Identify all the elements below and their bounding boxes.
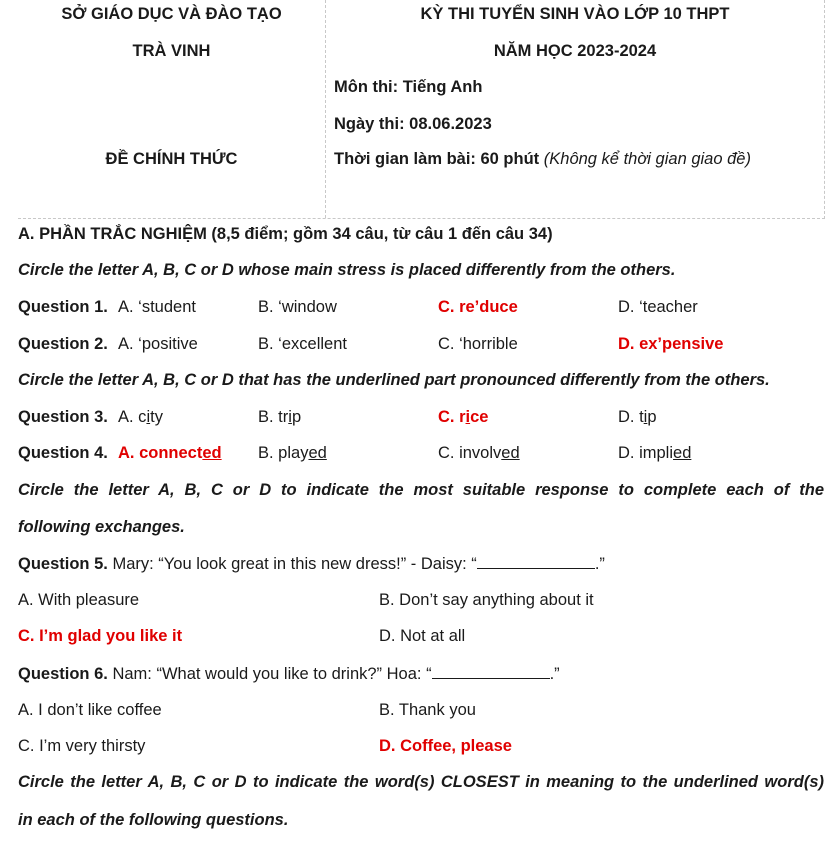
question-2-label: Question 2.	[18, 335, 108, 353]
question-4-label: Question 4.	[18, 444, 108, 462]
question-1-label: Question 1.	[18, 298, 108, 316]
question-6-end: .”	[549, 665, 560, 683]
question-6-option-b[interactable]: B. Thank you	[379, 701, 476, 719]
province-name: TRÀ VINH	[132, 42, 211, 60]
exam-title: KỲ THI TUYỂN SINH VÀO LỚP 10 THPT	[420, 5, 730, 23]
exam-subject: Môn thi: Tiếng Anh	[334, 78, 483, 96]
question-4-option-d[interactable]	[618, 444, 691, 463]
option-text: C. r	[438, 408, 466, 426]
instruction-response-line-1: Circle the letter A, B, C or D to indicate the most suitable response to complete each of the	[18, 481, 824, 499]
question-5-end: .”	[594, 555, 605, 573]
question-1-option-d[interactable]: D. ‘teacher	[618, 298, 698, 316]
question-1-option-b[interactable]: B. ‘window	[258, 298, 337, 316]
question-3-option-a[interactable]	[118, 408, 163, 427]
question-5-label: Question 5.	[18, 555, 108, 573]
underlined-part: ed	[501, 444, 520, 462]
instruction-closest-line-2: in each of the following questions.	[18, 811, 289, 829]
underlined-part: i	[288, 408, 292, 426]
question-5-text: Mary: “You look great in this new dress!” - Daisy: “	[112, 555, 477, 573]
question-5-prompt	[18, 554, 605, 574]
school-year: NĂM HỌC 2023-2024	[493, 42, 657, 60]
question-4-option-b[interactable]	[258, 444, 327, 463]
question-3-option-c[interactable]	[438, 408, 488, 427]
option-text: D. impli	[618, 444, 674, 462]
instruction-stress: Circle the letter A, B, C or D whose main stress is placed differently from the others.	[18, 261, 676, 279]
section-a-title: A. PHẦN TRẮC NGHIỆM (8,5 điểm; gồm 34 câu, từ câu 1 đến câu 34)	[18, 225, 553, 243]
question-1-option-a[interactable]: A. ‘student	[118, 298, 196, 316]
exam-duration-note: (Không kể thời gian giao đề)	[543, 150, 751, 168]
underlined-part: i	[465, 408, 471, 426]
question-5-option-b[interactable]: B. Don’t say anything about it	[379, 591, 594, 609]
question-6-option-c[interactable]: C. I’m very thirsty	[18, 737, 146, 755]
option-text: ty	[150, 408, 163, 426]
question-2-option-c[interactable]: C. ‘horrible	[438, 335, 518, 353]
question-6-prompt	[18, 664, 560, 684]
option-text: ce	[470, 408, 489, 426]
question-1-option-c[interactable]: C. re’duce	[438, 298, 518, 316]
question-5-option-c[interactable]: C. I’m glad you like it	[18, 627, 183, 645]
question-5-option-d[interactable]: D. Not at all	[379, 627, 466, 645]
exam-date: Ngày thi: 08.06.2023	[334, 115, 492, 133]
option-text: p	[291, 408, 302, 426]
exam-duration-text: Thời gian làm bài: 60 phút	[334, 150, 540, 168]
question-6-label: Question 6.	[18, 665, 108, 683]
option-text: A. c	[118, 408, 147, 426]
option-text: C. involv	[438, 444, 502, 462]
question-2-option-b[interactable]: B. ‘excellent	[258, 335, 347, 353]
option-text: A. connect	[118, 444, 203, 462]
underlined-part: ed	[202, 444, 222, 462]
option-text: B. play	[258, 444, 309, 462]
option-text: p	[647, 408, 657, 426]
question-3-label: Question 3.	[18, 408, 108, 426]
instruction-pronunciation: Circle the letter A, B, C or D that has the underlined part pronounced differently from the others.	[18, 371, 770, 389]
question-4-option-c[interactable]	[438, 444, 520, 463]
exam-duration	[334, 150, 751, 169]
question-3-option-b[interactable]	[258, 408, 301, 427]
underlined-part: i	[146, 408, 151, 426]
option-text: D. t	[618, 408, 644, 426]
question-2-option-d[interactable]: D. ex’pensive	[618, 335, 724, 353]
underlined-part: i	[643, 408, 648, 426]
underlined-part: ed	[308, 444, 327, 462]
exam-header-table	[18, 0, 825, 219]
instruction-response-line-2: following exchanges.	[18, 518, 185, 536]
question-4-option-a[interactable]	[118, 444, 222, 463]
answer-blank[interactable]	[432, 664, 550, 679]
header-divider	[325, 0, 326, 218]
question-3-option-d[interactable]	[618, 408, 657, 427]
question-6-option-a[interactable]: A. I don’t like coffee	[18, 701, 162, 719]
underlined-part: ed	[673, 444, 692, 462]
answer-blank[interactable]	[477, 554, 595, 569]
question-6-text: Nam: “What would you like to drink?” Hoa: “	[112, 665, 432, 683]
instruction-closest-line-1: Circle the letter A, B, C or D to indicate the word(s) CLOSEST in meaning to the underlined word(s)	[18, 773, 824, 791]
option-text: B. tr	[258, 408, 289, 426]
question-6-option-d[interactable]: D. Coffee, please	[379, 737, 512, 755]
department-name: SỞ GIÁO DỤC VÀ ĐÀO TẠO	[61, 5, 282, 23]
question-5-option-a[interactable]: A. With pleasure	[18, 591, 140, 609]
question-2-option-a[interactable]: A. ‘positive	[118, 335, 198, 353]
official-exam-label: ĐỀ CHÍNH THỨC	[105, 150, 238, 168]
